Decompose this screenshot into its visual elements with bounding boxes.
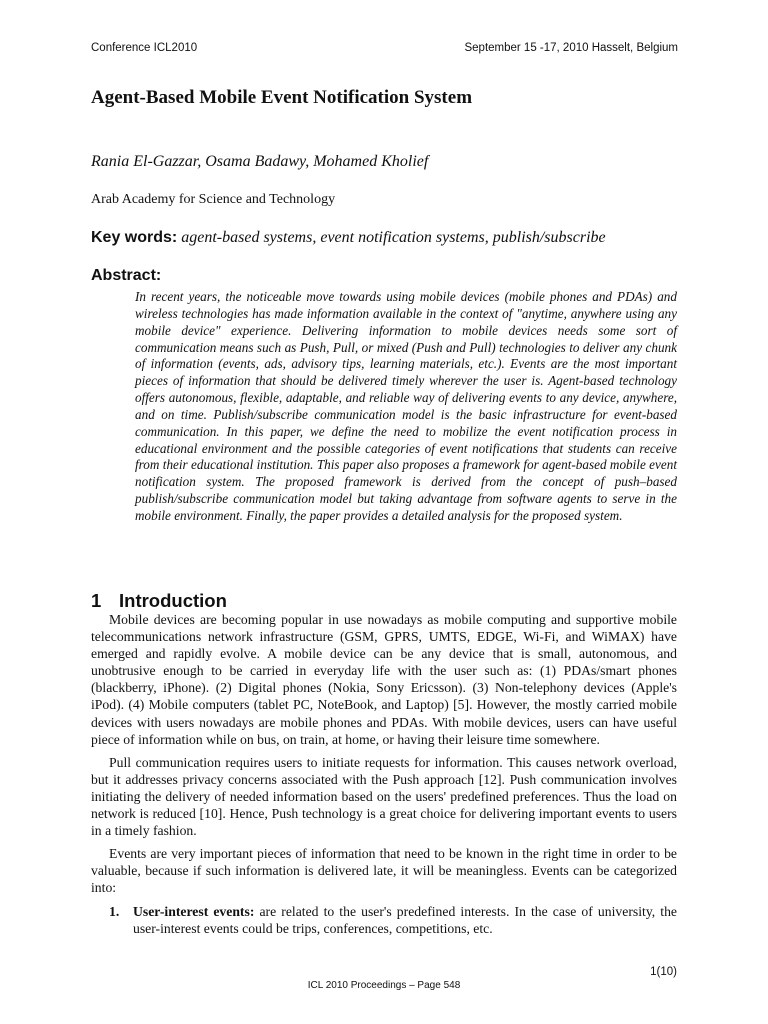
event-category-list bbox=[91, 903, 677, 937]
page-footer: ICL 2010 Proceedings – Page 548 bbox=[307, 980, 461, 991]
list-text: are related to the user's predefined interests. In the case of university, the user-interest events could be trips, conferences, competitions, etc. bbox=[133, 903, 678, 936]
paper-title: Agent-Based Mobile Event Notification System bbox=[91, 87, 473, 108]
keywords-line bbox=[91, 229, 606, 247]
list-item bbox=[91, 903, 677, 937]
conference-date-location: September 15 -17, 2010 Hasselt, Belgium bbox=[464, 42, 678, 54]
paragraph: Mobile devices are becoming popular in use nowadays as mobile computing and supportive mobile telecommunications network infrastructure (GSM, GPRS, UMTS, EDGE, Wi-Fi, and WiMAX) have emerged and rapidly evolve. A mobile device can be any device that is small, autonomous, and unobtrusive enough to be carried in everyday life with the user such as: (1) PDAs/smart phones (blackberry, iPhone). (2) Digital phones (Nokia, Sony Ericsson). (3) Non-telephony devices (Apple's iPod). (4) Mobile computers (tablet PC, NoteBook, and Laptop) [5]. However, the mostly carried mobile devices with users nowadays are mobile phones and PDAs. With mobile devices, users can have useful piece of information while on bus, on train, at home, or having their leisure time somewhere. bbox=[91, 612, 677, 747]
page-index: 1(10) bbox=[650, 966, 677, 978]
paragraph: Pull communication requires users to initiate requests for information. This causes network overload, but it addresses privacy concerns associated with the Push approach [12]. Push communication involves initiating the delivery of needed information based on the users' predefined preferences. Thus the load on network is reduced [10]. Hence, Push technology is a great choice for delivering important events to users in a timely fashion. bbox=[91, 754, 677, 839]
list-term: User-interest events: bbox=[133, 903, 255, 919]
running-header bbox=[91, 42, 678, 58]
section-title: Introduction bbox=[119, 590, 227, 611]
section-body bbox=[91, 611, 677, 937]
keywords-text: agent-based systems, event notification systems, publish/subscribe bbox=[181, 229, 606, 246]
section-heading-introduction bbox=[91, 590, 227, 612]
list-marker: 1. bbox=[109, 903, 120, 919]
author-affiliation: Arab Academy for Science and Technology bbox=[91, 192, 336, 207]
section-number: 1 bbox=[91, 590, 102, 611]
abstract-body: In recent years, the noticeable move towards using mobile devices (mobile phones and PDAs) and wireless technologies has made information available in the context of "anytime, anywhere using any mobile device" experience. Delivering information to mobile devices needs some sort of communication means such as Push, Pull, or mixed (Push and Pull) technologies to deliver any chunk of information (events, ads, advisory tips, learning materials, etc.). Events are the most important pieces of information that should be delivered timely wherever the user is. Agent-based technology offers autonomous, flexible, adaptable, and reliable way of delivering events to any device, anywhere, and on time. Publish/subscribe communication model is the basic infrastructure for event-based communication. In this paper, we define the need to mobilize the event notification process in educational environment and the possible categories of event notifications that students can receive from their educational institution. This paper also proposes a framework for agent-based mobile event notification system. The proposed framework is derived from the concept of push–based publish/subscribe communication model but taking advantage from software agents to serve in the mobile environment. Finally, the paper provides a detailed analysis for the proposed system. bbox=[135, 289, 677, 523]
keywords-label: Key words: bbox=[91, 229, 178, 246]
author-list: Rania El-Gazzar, Osama Badawy, Mohamed Kholief bbox=[91, 153, 429, 170]
paragraph: Events are very important pieces of information that need to be known in the right time in order to be valuable, because if such information is delivered late, it will be meaningless. Events can be categorized into: bbox=[91, 846, 677, 896]
abstract-heading: Abstract: bbox=[91, 267, 162, 284]
conference-name: Conference ICL2010 bbox=[91, 42, 198, 54]
